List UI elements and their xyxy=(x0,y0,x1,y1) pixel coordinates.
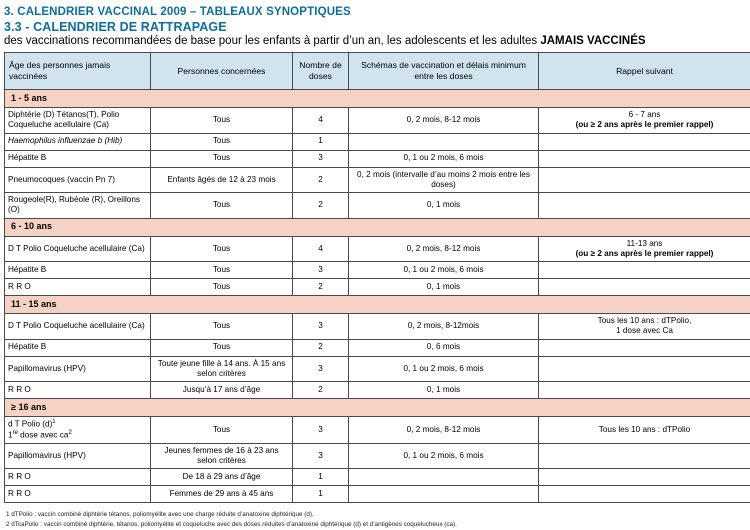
cell-doses: 3 xyxy=(293,150,349,167)
cell-persons: Femmes de 29 ans à 45 ans xyxy=(151,486,293,503)
cell-recall xyxy=(539,279,750,296)
cell-doses: 3 xyxy=(293,443,349,469)
cell-recall xyxy=(539,108,750,134)
cell-persons: Tous xyxy=(151,279,293,296)
table-group-row xyxy=(5,90,750,108)
cell-age: R R O xyxy=(5,279,151,296)
cell-schema: 0, 2 mois, 8-12 mois xyxy=(349,108,539,134)
footnotes xyxy=(6,510,748,530)
cell-recall xyxy=(539,167,750,193)
table-row xyxy=(5,314,750,340)
cell-age: Pneumocoques (vaccin Pn 7) xyxy=(5,167,151,193)
cell-recall-line1: 11-13 ans xyxy=(542,239,747,249)
cell-age: Diphtérie (D) Tétanos(T), Polio Coqueluche acellulaire (Ca) xyxy=(5,108,151,134)
table-header xyxy=(5,53,750,90)
subtitle-emphasis: JAMAIS VACCINÉS xyxy=(540,35,645,47)
cell-age: d T Polio $(d)^1$ 1re dose avec $ca^2$ xyxy=(5,417,151,444)
cell-doses: 1 xyxy=(293,133,349,150)
cell-age: Papillomavirus (HPV) xyxy=(5,356,151,382)
cell-schema: 0, 2 mois, 8-12mois xyxy=(349,314,539,340)
cell-persons: Tous xyxy=(151,108,293,134)
cell-age: Hépatite B xyxy=(5,262,151,279)
table-group-label: 6 - 10 ans xyxy=(5,218,750,236)
cell-doses: 3 xyxy=(293,262,349,279)
cell-schema: 0, 6 mois xyxy=(349,339,539,356)
cell-persons: Tous xyxy=(151,314,293,340)
cell-doses: 3 xyxy=(293,417,349,444)
cell-age: Haemophilus influenzae b (Hib) xyxy=(5,133,151,150)
section-heading: 3. CALENDRIER VACCINAL 2009 – TABLEAUX SYNOPTIQUES xyxy=(4,6,748,18)
cell-persons: Tous xyxy=(151,193,293,219)
cell-schema: 0, 2 mois (intervalle d’au moins 2 mois entre les doses) xyxy=(349,167,539,193)
table-row xyxy=(5,279,750,296)
table-row xyxy=(5,133,750,150)
table-row xyxy=(5,469,750,486)
table-row xyxy=(5,443,750,469)
column-header-persons: Personnes concernées xyxy=(151,53,293,90)
cell-recall xyxy=(539,469,750,486)
cell-schema: 0, 2 mois, 8-12 mois xyxy=(349,417,539,444)
cell-persons: Enfants âgés de 12 à 23 mois xyxy=(151,167,293,193)
footnote-2: 2 dTcaPolio : vaccin combiné diphtérie, tétanos, poliomyélite et coqueluche avec des doses réduites d’anatoxine diphtérique (d) et d’antigènes coquelucheux (ca). xyxy=(6,520,748,530)
cell-recall xyxy=(539,193,750,219)
table-row xyxy=(5,382,750,399)
table-row xyxy=(5,262,750,279)
cell-doses: 3 xyxy=(293,356,349,382)
cell-doses: 2 xyxy=(293,279,349,296)
cell-recall xyxy=(539,262,750,279)
cell-persons: Jeunes femmes de 16 à 23 ans selon critères xyxy=(151,443,293,469)
table-group-row xyxy=(5,296,750,314)
cell-persons: Tous xyxy=(151,417,293,444)
cell-persons: Tous xyxy=(151,133,293,150)
footnote-1: 1 dTPolio : vaccin combiné diphtérie tétanos, poliomyélite avec une charge réduite d’anatoxine diphtérique (d). xyxy=(6,510,748,520)
table-row xyxy=(5,339,750,356)
cell-schema: 0, 1 mois xyxy=(349,279,539,296)
table-group-row xyxy=(5,399,750,417)
cell-age: R R O xyxy=(5,486,151,503)
cell-recall xyxy=(539,236,750,262)
cell-doses: 4 xyxy=(293,236,349,262)
cell-doses: 3 xyxy=(293,314,349,340)
cell-recall xyxy=(539,150,750,167)
cell-doses: 4 xyxy=(293,108,349,134)
subtitle-text: des vaccinations recommandées de base pour les enfants à partir d’un an, les adolescents et les adultes xyxy=(4,35,540,47)
cell-doses: 1 xyxy=(293,469,349,486)
cell-age: D T Polio Coqueluche acellulaire (Ca) xyxy=(5,314,151,340)
cell-doses: 2 xyxy=(293,193,349,219)
subsection-heading: 3.3 - CALENDRIER DE RATTRAPAGE xyxy=(4,20,748,34)
cell-recall xyxy=(539,133,750,150)
cell-age: Papillomavirus (HPV) xyxy=(5,443,151,469)
table-row xyxy=(5,236,750,262)
cell-age: Hépatite B xyxy=(5,150,151,167)
cell-recall xyxy=(539,382,750,399)
cell-age: D T Polio Coqueluche acellulaire (Ca) xyxy=(5,236,151,262)
cell-persons: Tous xyxy=(151,150,293,167)
cell-doses: 2 xyxy=(293,382,349,399)
cell-schema xyxy=(349,486,539,503)
cell-persons: Tous xyxy=(151,236,293,262)
table-header-row xyxy=(5,53,750,90)
column-header-doses: Nombre de doses xyxy=(293,53,349,90)
cell-age: Rougeole(R), Rubéole (R), Oreillons (O) xyxy=(5,193,151,219)
cell-recall-line2: (ou ≥ 2 ans après le premier rappel) xyxy=(542,249,747,259)
cell-persons: Tous xyxy=(151,339,293,356)
table-group-label: 1 - 5 ans xyxy=(5,90,750,108)
cell-recall-line2: 1 dose avec Ca xyxy=(542,326,747,336)
column-header-schema: Schémas de vaccination et délais minimum entre les doses xyxy=(349,53,539,90)
vaccination-catchup-table xyxy=(4,52,750,503)
cell-schema: 0, 1 ou 2 mois, 6 mois xyxy=(349,356,539,382)
cell-doses: 2 xyxy=(293,167,349,193)
cell-recall xyxy=(539,339,750,356)
cell-recall-line1: Tous les 10 ans : dTPolio, xyxy=(542,316,747,326)
table-row xyxy=(5,150,750,167)
cell-recall: Tous les 10 ans : dTPolio xyxy=(539,417,750,444)
table-row xyxy=(5,417,750,444)
table-row xyxy=(5,108,750,134)
cell-recall xyxy=(539,443,750,469)
cell-persons: Tous xyxy=(151,262,293,279)
cell-schema: 0, 1 ou 2 mois, 6 mois xyxy=(349,443,539,469)
cell-doses: 2 xyxy=(293,339,349,356)
cell-schema: 0, 2 mois, 8-12 mois xyxy=(349,236,539,262)
table-group-label: 11 - 15 ans xyxy=(5,296,750,314)
cell-schema: 0, 1 mois xyxy=(349,382,539,399)
cell-recall xyxy=(539,356,750,382)
table-group-row xyxy=(5,218,750,236)
cell-age: Hépatite B xyxy=(5,339,151,356)
table-row xyxy=(5,167,750,193)
page-subtitle xyxy=(4,35,748,47)
cell-age: R R O xyxy=(5,382,151,399)
cell-recall-line1: 6 - 7 ans xyxy=(542,110,747,120)
cell-schema: 0, 1 mois xyxy=(349,193,539,219)
cell-persons: Jusqu’à 17 ans d’âge xyxy=(151,382,293,399)
column-header-recall: Rappel suivant xyxy=(539,53,750,90)
column-header-age: Âge des personnes jamais vaccinées xyxy=(5,53,151,90)
cell-schema xyxy=(349,133,539,150)
cell-recall-line2: (ou ≥ 2 ans après le premier rappel) xyxy=(542,120,747,130)
cell-persons: De 18 à 29 ans d’âge xyxy=(151,469,293,486)
table-row xyxy=(5,486,750,503)
cell-doses: 1 xyxy=(293,486,349,503)
cell-age: R R O xyxy=(5,469,151,486)
cell-schema: 0, 1 ou 2 mois, 6 mois xyxy=(349,262,539,279)
cell-recall xyxy=(539,314,750,340)
table-row xyxy=(5,193,750,219)
cell-persons: Toute jeune fille à 14 ans. À 15 ans selon critères xyxy=(151,356,293,382)
cell-schema: 0, 1 ou 2 mois, 6 mois xyxy=(349,150,539,167)
cell-recall xyxy=(539,486,750,503)
cell-schema xyxy=(349,469,539,486)
table-body xyxy=(5,90,750,503)
table-row xyxy=(5,356,750,382)
table-group-label: ≥ 16 ans xyxy=(5,399,750,417)
